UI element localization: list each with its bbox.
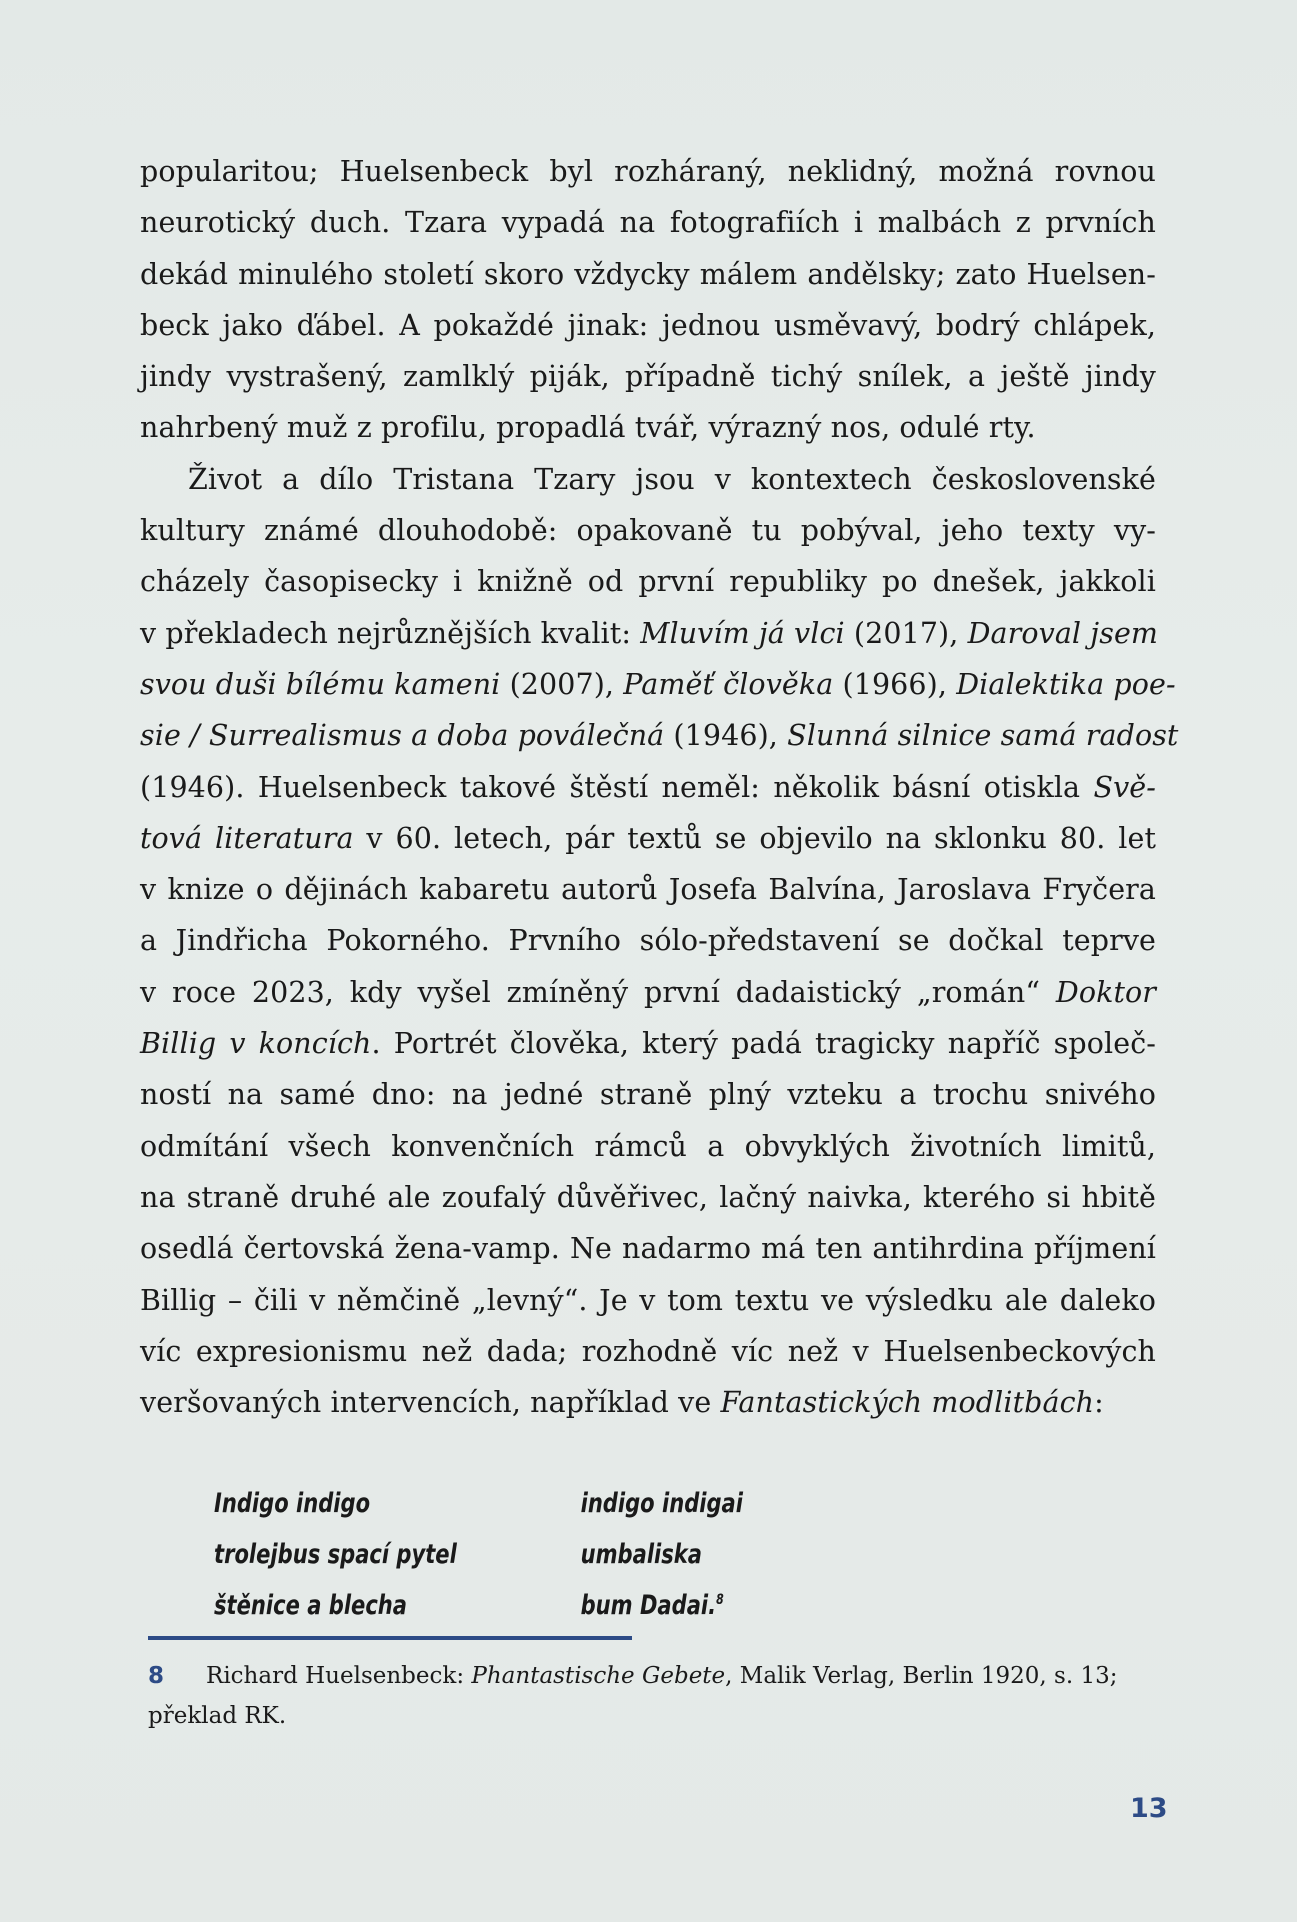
- text-line: (1946). Huelsenbeck takové štěstí neměl: několik básní otiskla Svě-: [140, 770, 1156, 804]
- text-line: ností na samé dno: na jedné straně plný vzteku a trochu snivého: [140, 1078, 1156, 1112]
- text-line: beck jako ďábel. A pokaždé jinak: jednou usměvavý, bodrý chlápek,: [140, 308, 1156, 342]
- poem-line: bum Dadai.$^8$: [580, 1590, 724, 1621]
- text-line: tová literatura v 60. letech, pár textů se objevilo na sklonku 80. let: [140, 821, 1156, 855]
- footnote-divider: [148, 1636, 632, 1640]
- footnote-line: překlad RK.: [148, 1703, 287, 1729]
- footnote-line: 8 Richard Huelsenbeck: Phantastische Gebete, Malik Verlag, Berlin 1920, s. 13;: [148, 1656, 1156, 1696]
- text-line: dekád minulého století skoro vždycky málem andělsky; zato Huelsen-: [140, 257, 1156, 291]
- text-line: odmítání všech konvenčních rámců a obvyklých životních limitů,: [140, 1129, 1156, 1163]
- text-line: v překladech nejrůznějších kvalit: Mluvím já vlci (2017), Daroval jsem: [140, 616, 1159, 650]
- text-line: popularitou; Huelsenbeck byl rozháraný, neklidný, možná rovnou: [140, 155, 1156, 188]
- text-line: a Jindřicha Pokorného. Prvního sólo-představení se dočkal teprve: [140, 924, 1156, 958]
- footnote-number: 8: [148, 1663, 165, 1689]
- page-number: 13: [1130, 1793, 1168, 1824]
- text-line: jindy vystrašený, zamlklý piják, případně tichý snílek, a ještě jindy: [140, 360, 1156, 394]
- text-line: sie / Surrealismus a doba poválečná (1946), Slunná silnice samá radost: [140, 719, 1179, 753]
- paragraph-2: [140, 454, 1179, 1429]
- text-line: veršovaných intervencích, například ve Fantastických modlitbách:: [140, 1386, 1104, 1420]
- paragraph-1: [140, 146, 1156, 454]
- footnote-reference: 8: [716, 1592, 724, 1608]
- text-line: Billig – čili v němčině „levný“. Je v tom textu ve výsledku ale daleko: [140, 1283, 1156, 1317]
- text-line: nahrbený muž z profilu, propadlá tvář, výrazný nos, odulé rty.: [140, 411, 1036, 445]
- footnote: [148, 1656, 1156, 1736]
- text-line: víc expresionismu než dada; rozhodně víc než v Huelsenbeckových: [140, 1334, 1156, 1368]
- poem-line: indigo indigai: [580, 1488, 743, 1519]
- text-line: kultury známé dlouhodobě: opakovaně tu pobýval, jeho texty vy-: [140, 514, 1156, 548]
- poem-line: štěnice a blecha: [214, 1590, 408, 1621]
- poem-line: Indigo indigo: [214, 1488, 371, 1519]
- text-line: v knize o dějinách kabaretu autorů Josefa Balvína, Jaroslava Fryčera: [140, 873, 1156, 907]
- text-line: v roce 2023, kdy vyšel zmíněný první dadaistický „román“ Doktor: [140, 975, 1156, 1009]
- poem-line: trolejbus spací pytel: [214, 1539, 457, 1570]
- text-line: cházely časopisecky i knižně od první republiky po dnešek, jakkoli: [140, 565, 1156, 599]
- text-line: Život a dílo Tristana Tzary jsou v kontextech československé: [188, 462, 1156, 496]
- text-line: na straně druhé ale zoufalý důvěřivec, lačný naivka, kterého si hbitě: [140, 1180, 1156, 1214]
- poem-line: umbaliska: [580, 1539, 703, 1570]
- text-line: Billig v koncích. Portrét člověka, který padá tragicky napříč společ-: [140, 1027, 1156, 1061]
- text-line: osedlá čertovská žena-vamp. Ne nadarmo má ten antihrdina příjmení: [140, 1232, 1156, 1266]
- text-line: neurotický duch. Tzara vypadá na fotografiích i malbách z prvních: [140, 206, 1156, 240]
- poem-column-right: [581, 1478, 743, 1631]
- text-line: svou duši bílému kameni (2007), Paměť člověka (1966), Dialektika poe-: [140, 667, 1176, 701]
- poem-column-left: [214, 1478, 457, 1631]
- main-text: [140, 146, 1179, 1428]
